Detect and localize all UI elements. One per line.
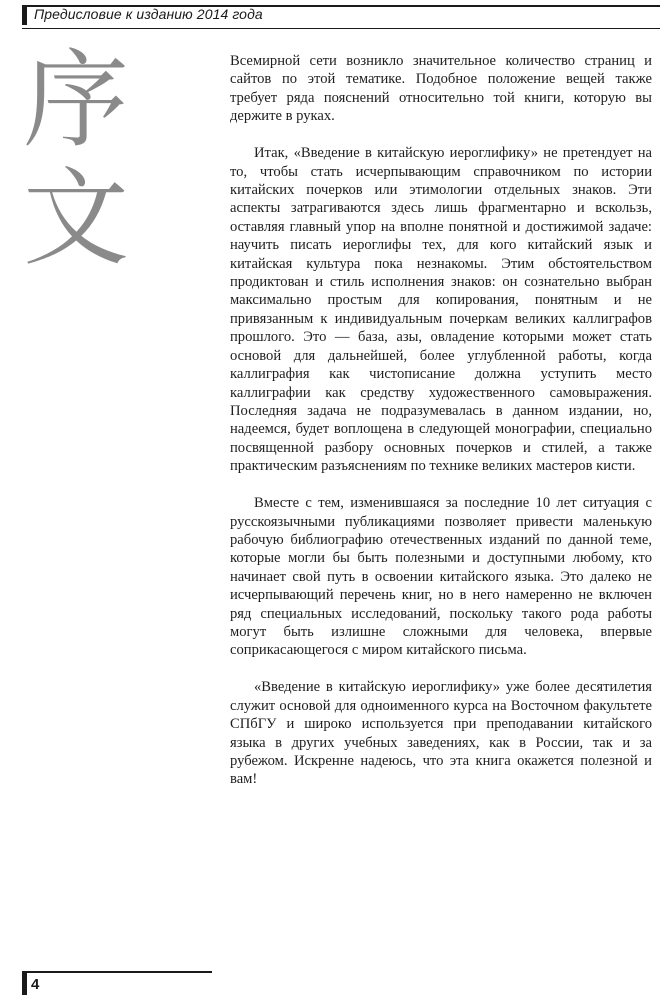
- chinese-character-xu: 序: [23, 39, 129, 162]
- footer-bracket: [22, 971, 27, 995]
- chinese-character-wen: 文: [23, 157, 129, 280]
- paragraph-4: «Введение в китайскую иероглифику» уже более десятилетия служит основой для одноименного курса на Восточном факультете СПбГУ и широко используется при преподавании китайского языка в других учебных заведениях, как в России, так и за рубежом. Искренне надеюсь, что эта книга окажется полезной и вам!: [230, 679, 652, 788]
- decorative-characters: [20, 39, 132, 280]
- body-text: [230, 52, 652, 807]
- footer-rule: [22, 971, 212, 973]
- paragraph-1: Всемирной сети возникло значительное количество страниц и сайтов по этой тематике. Подобное положение вещей также требует ряда пояснений относительно той книги, которую вы держите в руках.: [230, 53, 652, 125]
- page-number: 4: [31, 976, 40, 993]
- running-header-title: Предисловие к изданию 2014 года: [34, 6, 263, 22]
- paragraph-3: Вместе с тем, изменившаяся за последние 10 лет ситуация с русскоязычными публикациями позволяет привести маленькую рабочую библиографию отечественных изданий по данной теме, которые могли бы быть полезными и доступными любому, кто начинает свой путь в освоении китайского языка. Это далеко не исчерпывающий перечень книг, но в него намеренно не включен ряд специальных исследований, поскольку такого рода работы могут быть излишне сложными для человека, впервые соприкасающегося с миром китайского письма.: [230, 495, 652, 659]
- header-bracket: [22, 5, 27, 25]
- paragraph-2: Итак, «Введение в китайскую иероглифику» не претендует на то, чтобы стать исчерпывающим справочником по истории китайских почерков или этимологии отдельных знаков. Эти аспекты затрагиваются здесь лишь фрагментарно и вскользь, оставляя главный упор на вполне понятной и достижимой задаче: научить писать иероглифы тех, для кого китайский язык и китайская культура пока незнакомы. Этим обстоятельством продиктован и стиль исполнения знаков: он сознательно выбран максимально простым для копирования, понятным и не привязанным к индивидуальным почеркам великих каллиграфов прошлого. Это — база, азы, овладение которыми может стать основой для дальнейшей, более углубленной работы, когда каллиграфия как чистописание должна уступить место каллиграфии как средству художественного самовыражения. Последняя задача не подразумевалась в данном издании, но, надеемся, будет воплощена в следующей монографии, специально посвященной разбору основных почерков и стилей, а также практическим разъяснениям по технике великих мастеров кисти.: [230, 145, 652, 475]
